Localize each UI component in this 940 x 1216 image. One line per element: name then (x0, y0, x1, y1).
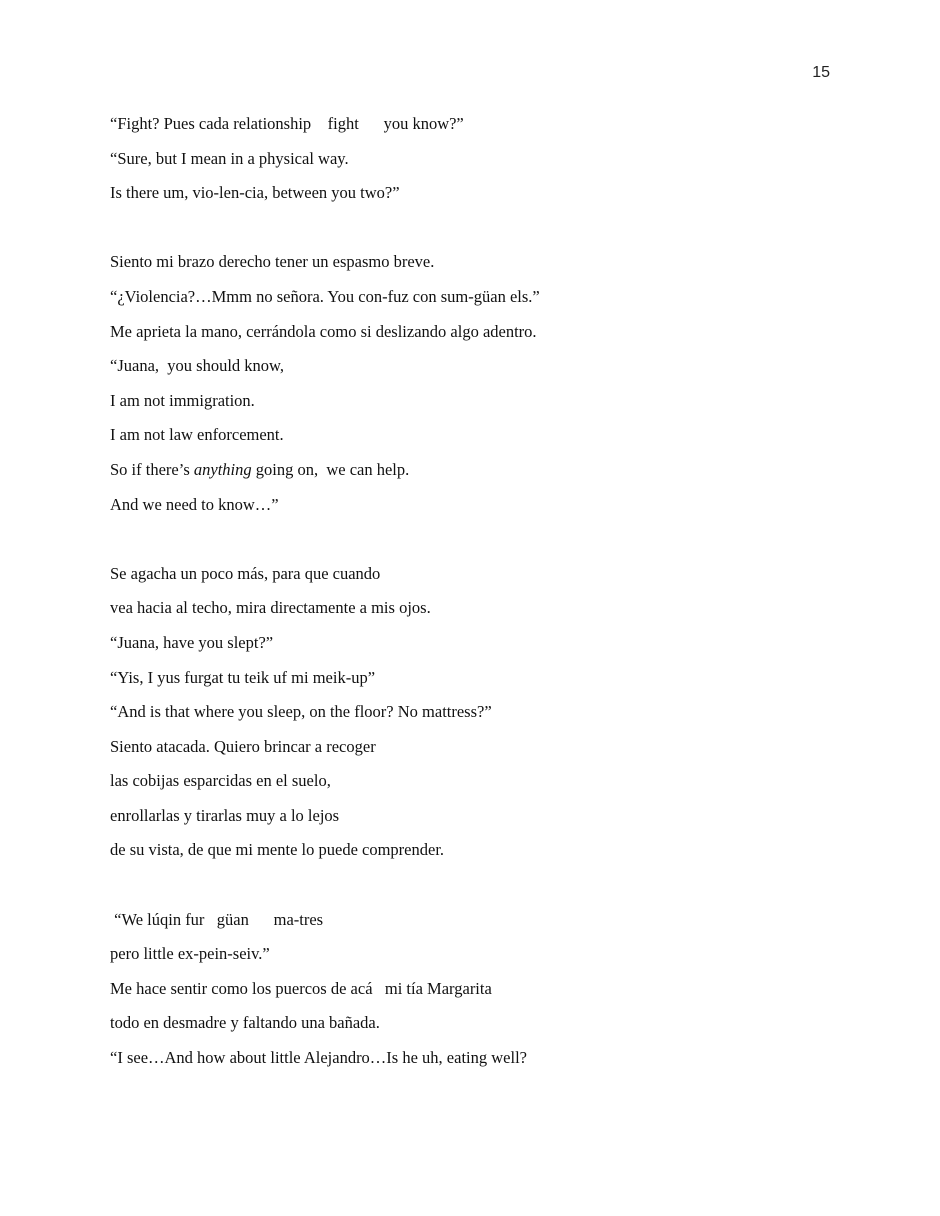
poem-line: todo en desmadre y faltando una bañada. (110, 1013, 380, 1033)
stanza-break (110, 217, 830, 252)
poem-line: Me hace sentir como los puercos de acá mi tía Margarita (110, 978, 492, 998)
italic-word: anything (193, 459, 252, 479)
poem-line: “We lúqin fur güan ma-tres (110, 909, 324, 929)
poem-line: I am not law enforcement. (110, 425, 284, 445)
poem-body (110, 113, 830, 1082)
line-text-after: going on, we can help. (251, 459, 410, 479)
poem-line: Siento atacada. Quiero brincar a recoger (110, 736, 376, 756)
poem-line: “Sure, but I mean in a physical way. (110, 148, 349, 168)
poem-line: Siento mi brazo derecho tener un espasmo breve. (110, 252, 435, 272)
poem-line: de su vista, de que mi mente lo puede comprender. (110, 840, 445, 860)
poem-line: “¿Violencia?…Mmm no señora. You con-fuz con sum-güan els.” (110, 286, 540, 306)
stanza-break (110, 528, 830, 563)
poem-line: Me aprieta la mano, cerrándola como si deslizando algo adentro. (110, 321, 537, 341)
stanza-break (110, 874, 830, 909)
poem-line: pero little ex-pein-seiv.” (110, 944, 270, 964)
page-number: 15 (812, 64, 830, 81)
poem-line: “Juana, have you slept?” (110, 632, 274, 652)
poem-line: Se agacha un poco más, para que cuando (110, 563, 381, 583)
poem-line: “Yis, I yus furgat tu teik uf mi meik-up” (110, 667, 376, 687)
poem-line: “And is that where you sleep, on the floor? No mattress?” (110, 702, 492, 722)
poem-line: “Juana, you should know, (110, 356, 284, 376)
poem-line: las cobijas esparcidas en el suelo, (110, 771, 331, 791)
poem-line: “Fight? Pues cada relationship fight you know?” (110, 114, 464, 133)
line-text-before: So if there’s (110, 459, 194, 479)
poem-line: “I see…And how about little Alejandro…Is he uh, eating well? (110, 1048, 527, 1068)
poem-line: vea hacia al techo, mira directamente a mis ojos. (110, 598, 431, 618)
poem-line: And we need to know…” (110, 494, 279, 514)
poem-line: Is there um, vio-len-cia, between you two?” (110, 183, 400, 203)
poem-line: I am not immigration. (110, 390, 255, 410)
poem-line-with-italic (110, 459, 830, 494)
poem-line: enrollarlas y tirarlas muy a lo lejos (110, 805, 340, 825)
